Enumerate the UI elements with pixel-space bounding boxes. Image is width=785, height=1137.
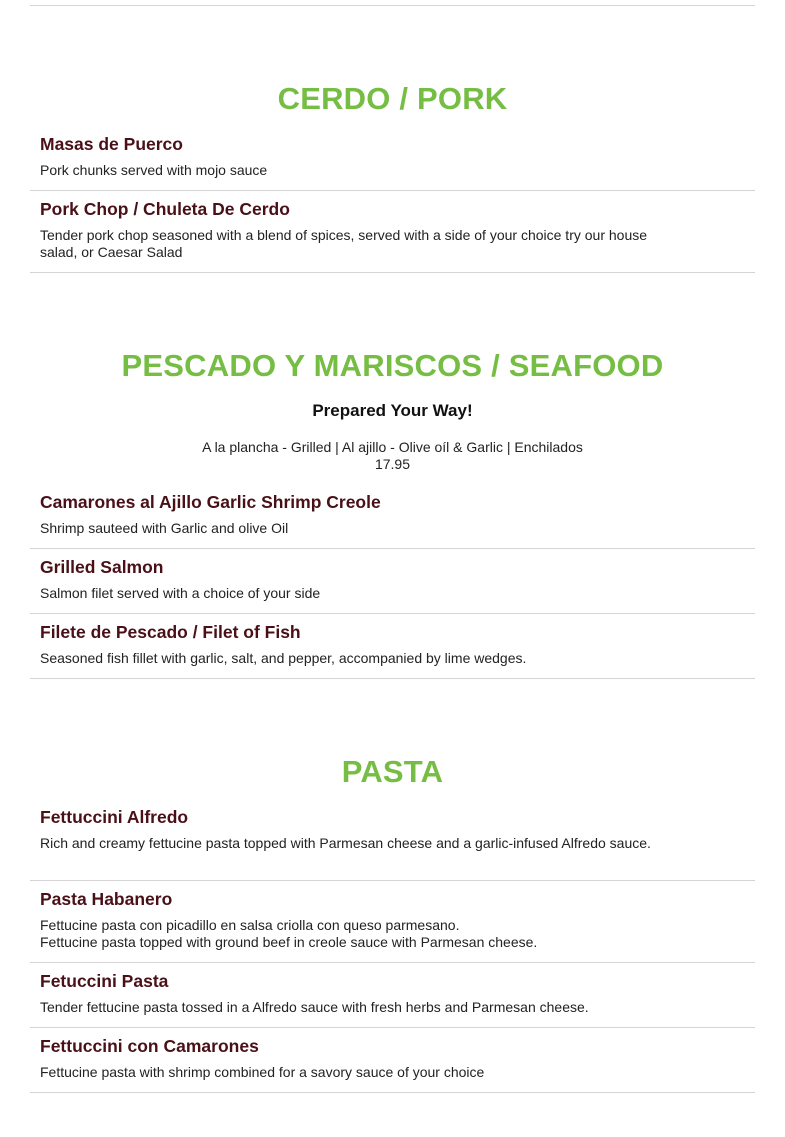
divider: [30, 880, 755, 881]
item-description: Tender fettucine pasta tossed in a Alfredo sauce with fresh herbs and Parmesan cheese.: [40, 999, 589, 1015]
section-title-pork: CERDO / PORK: [277, 81, 508, 116]
section-title-seafood: PESCADO Y MARISCOS / SEAFOOD: [121, 348, 664, 383]
item-name-fettuccini-con-camarones: Fettuccini con Camarones: [40, 1036, 259, 1056]
divider: [30, 5, 755, 6]
prepared-your-way-heading: Prepared Your Way!: [312, 401, 473, 420]
item-name-filete-de-pescado: Filete de Pescado / Filet of Fish: [40, 622, 301, 642]
divider: [30, 1092, 755, 1093]
item-description: Fettucine pasta with shrimp combined for a savory sauce of your choice: [40, 1064, 485, 1080]
item-name-pasta-habanero: Pasta Habanero: [40, 889, 173, 909]
item-name-masas-de-puerco: Masas de Puerco: [40, 134, 183, 154]
divider: [30, 1027, 755, 1028]
cooking-options: A la plancha - Grilled | Al ajillo - Olive oíl & Garlic | Enchilados: [202, 439, 583, 455]
divider: [30, 548, 755, 549]
item-description: Rich and creamy fettucine pasta topped with Parmesan cheese and a garlic-infused Alfredo sauce.: [40, 835, 651, 851]
divider: [30, 678, 755, 679]
item-description-line: Fettucine pasta con picadillo en salsa criolla con queso parmesano.: [40, 917, 460, 933]
item-description-line: Fettucine pasta topped with ground beef in creole sauce with Parmesan cheese.: [40, 934, 538, 950]
item-name-pork-chop: Pork Chop / Chuleta De Cerdo: [40, 199, 290, 219]
seafood-price: 17.95: [374, 456, 411, 472]
item-description: Salmon filet served with a choice of your side: [40, 585, 321, 601]
divider: [30, 190, 755, 191]
divider: [30, 962, 755, 963]
divider: [30, 613, 755, 614]
item-description: Shrimp sauteed with Garlic and olive Oil: [40, 520, 289, 536]
item-description: Seasoned fish fillet with garlic, salt, and pepper, accompanied by lime wedges.: [40, 650, 527, 666]
item-name-camarones-al-ajillo: Camarones al Ajillo Garlic Shrimp Creole: [40, 492, 381, 512]
item-description: Pork chunks served with mojo sauce: [40, 162, 268, 178]
item-name-fettuccini-alfredo: Fettuccini Alfredo: [40, 807, 189, 827]
item-description: [40, 917, 660, 951]
item-name-fetuccini-pasta: Fetuccini Pasta: [40, 971, 169, 991]
section-title-pasta: PASTA: [341, 754, 444, 789]
item-description: Tender pork chop seasoned with a blend of spices, served with a side of your choice try our house salad, or Caesar Salad: [40, 227, 648, 260]
item-name-grilled-salmon: Grilled Salmon: [40, 557, 164, 577]
divider: [30, 272, 755, 273]
